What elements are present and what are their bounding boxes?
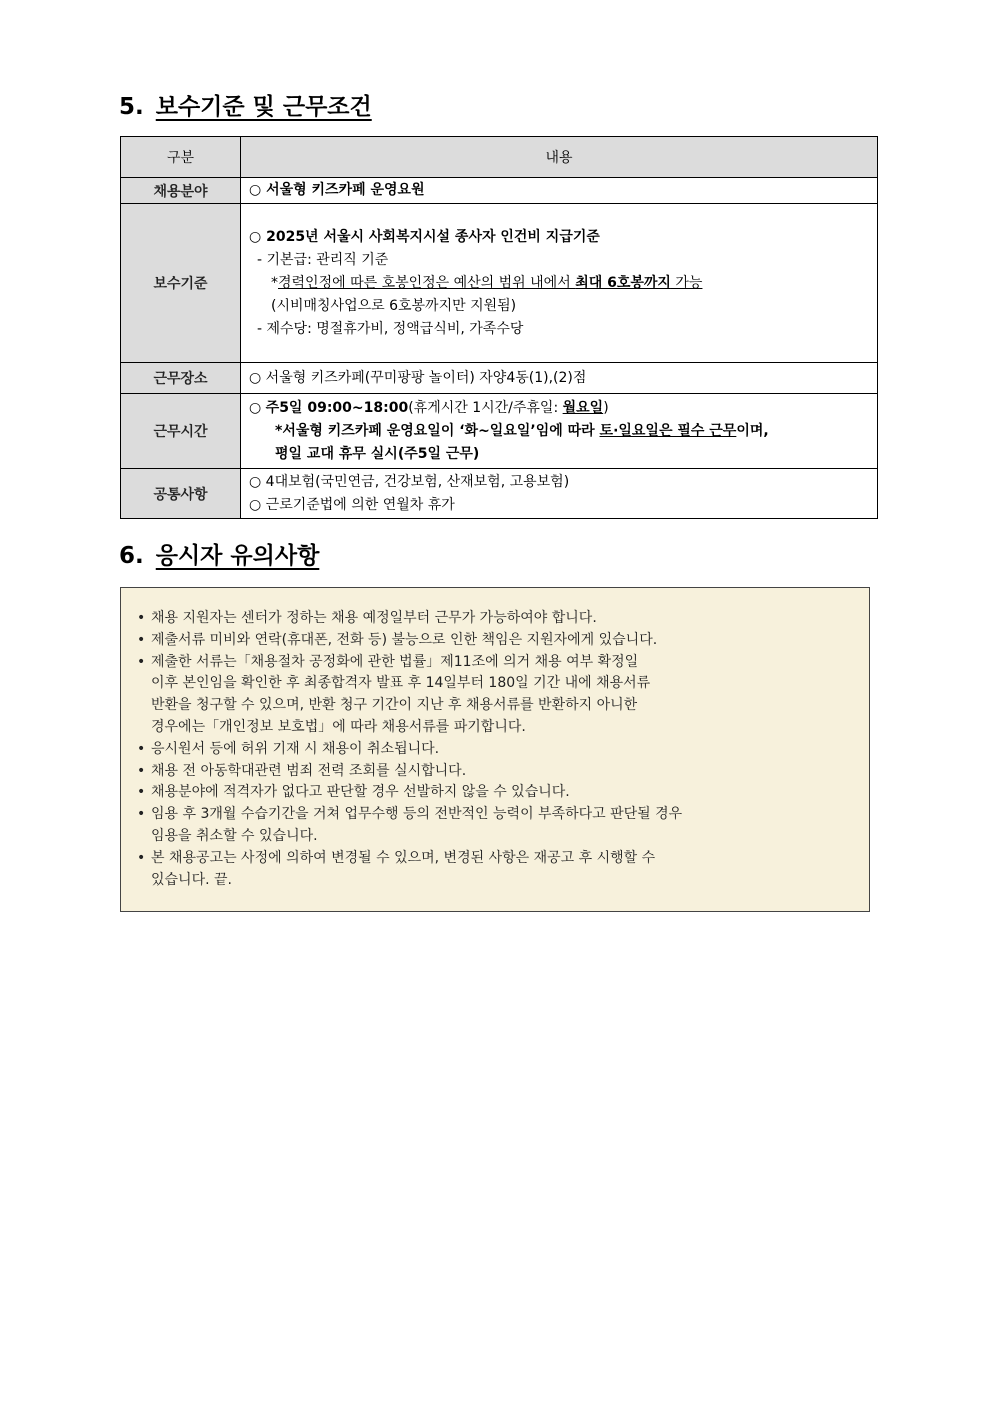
row-content-pay (241, 204, 878, 363)
table-row-field (121, 178, 878, 204)
bullet-icon: • (137, 784, 146, 801)
notice-item (137, 848, 869, 892)
bullet-icon: • (137, 610, 146, 626)
hours-line-3: 평일 교대 휴무 실시(주5일 근무) (275, 445, 480, 462)
table-row-pay (121, 204, 878, 363)
pay-career-text (278, 275, 702, 291)
notice-line: 채용분야에 적격자가 없다고 판단할 경우 선발하지 않을 수 있습니다. (151, 784, 570, 801)
notice-line: 있습니다. 끝. (151, 871, 232, 888)
section-6-title: 응시자 유의사항 (155, 543, 320, 569)
notice-line: 경우에는「개인정보 보호법」에 따라 채용서류를 파기합니다. (151, 718, 526, 735)
table-row-common (121, 469, 878, 519)
pay-career-main: 경력인정에 따른 호봉인정은 예산의 범위 내에서 (278, 274, 576, 291)
pay-allowance-line: - 제수당: 명절휴가비, 정액급식비, 가족수당 (257, 320, 524, 337)
row-label-common: 공통사항 (121, 469, 241, 519)
notice-line: 이후 본인임을 확인한 후 최종합격자 발표 후 14일부터 180일 기간 내에 채용서류 (151, 675, 651, 692)
pay-base-line: - 기본급: 관리직 기준 (257, 251, 389, 268)
notice-item (137, 652, 869, 739)
notice-line: 응시원서 등에 허위 기재 시 채용이 취소됩니다. (151, 740, 440, 757)
common-line-1: ○ 4대보험(국민연금, 건강보험, 산재보험, 고용보험) (249, 473, 570, 490)
table-row-hours (121, 394, 878, 469)
field-line: ○ 서울형 키즈카페 운영요원 (249, 182, 425, 198)
hours-close-paren: ) (603, 399, 609, 416)
notice-item (137, 782, 869, 804)
notice-item (137, 761, 869, 783)
notice-line: 채용 전 아동학대관련 범죄 전력 조회를 실시합니다. (151, 762, 467, 779)
hours-weekday-note: *서울형 키즈카페 운영요일이 ‘화~일요일’임에 따라 (275, 422, 600, 439)
bullet-icon: • (137, 849, 146, 866)
header-content: 내용 (241, 137, 878, 178)
place-line: ○ 서울형 키즈카페(꾸미팡팡 놀이터) 자양4동(1),(2)점 (249, 369, 587, 386)
row-label-place: 근무장소 (121, 363, 241, 394)
table-header-row (121, 137, 878, 178)
notice-item (137, 630, 869, 652)
hours-line-2 (249, 420, 869, 443)
pay-career-max: 최대 6호봉까지 (575, 274, 671, 291)
bullet-icon: • (137, 806, 146, 823)
circle-marker: ○ (249, 399, 266, 416)
notice-line: 임용 후 3개월 수습기간을 거쳐 업무수행 등의 전반적인 능력이 부족하다고 판단될 경우 (151, 806, 683, 823)
table-row-place (121, 363, 878, 394)
bullet-icon: • (137, 653, 146, 670)
asterisk: * (271, 274, 278, 291)
row-content-field (241, 178, 878, 204)
row-content-common (241, 469, 878, 519)
section-5-title: 보수기준 및 근무조건 (155, 94, 372, 120)
common-line-2: ○ 근로기준법에 의한 연월차 휴가 (249, 496, 455, 513)
notice-line: 채용 지원자는 센터가 정하는 채용 예정일부터 근무가 가능하여야 합니다. (151, 610, 597, 626)
applicant-notes-box (120, 587, 870, 912)
section-6-number: 6. (119, 543, 144, 569)
pay-standard-line: ○ 2025년 서울시 사회복지시설 종사자 인건비 지급기준 (249, 228, 600, 245)
hours-weekend-required: 토·일요일은 필수 근무 (599, 422, 737, 439)
pay-career-line (249, 272, 869, 295)
hours-line-2-end: 이며, (736, 422, 769, 439)
bullet-icon: • (137, 631, 146, 648)
hours-break: (휴게시간 1시간/주휴일: (408, 399, 563, 416)
row-label-hours: 근무시간 (121, 394, 241, 469)
hours-schedule: 주5일 09:00~18:00 (265, 399, 409, 416)
notice-line: 제출서류 미비와 연락(휴대폰, 전화 등) 불능으로 인한 책임은 지원자에게 있습니다. (151, 631, 658, 648)
hours-line-1 (249, 397, 869, 420)
bullet-icon: • (137, 762, 146, 779)
row-content-place (241, 363, 878, 394)
row-content-hours (241, 394, 878, 469)
section-6-heading (119, 541, 319, 571)
section-5-number: 5. (119, 94, 144, 120)
pay-career-end: 가능 (670, 274, 703, 291)
pay-matching-line: (시비매칭사업으로 6호봉까지만 지원됨) (271, 297, 517, 314)
notice-item (137, 804, 869, 848)
header-category: 구분 (121, 137, 241, 178)
notice-line: 반환을 청구할 수 있으며, 반환 청구 기간이 지난 후 채용서류를 반환하지 아니한 (151, 697, 638, 714)
notice-item (137, 608, 869, 630)
notice-line: 제출한 서류는「채용절차 공정화에 관한 법률」제11조에 의거 채용 여부 확정일 (151, 653, 639, 670)
bullet-icon: • (137, 740, 146, 757)
section-5-heading (119, 92, 372, 122)
row-label-pay: 보수기준 (121, 204, 241, 363)
notice-line: 본 채용공고는 사정에 의하여 변경될 수 있으며, 변경된 사항은 재공고 후 시행할 수 (151, 849, 656, 866)
hours-day-off: 월요일 (562, 399, 604, 416)
row-label-field: 채용분야 (121, 178, 241, 204)
notice-line: 임용을 취소할 수 있습니다. (151, 827, 318, 844)
notice-item (137, 739, 869, 761)
employment-conditions-table (120, 136, 878, 519)
